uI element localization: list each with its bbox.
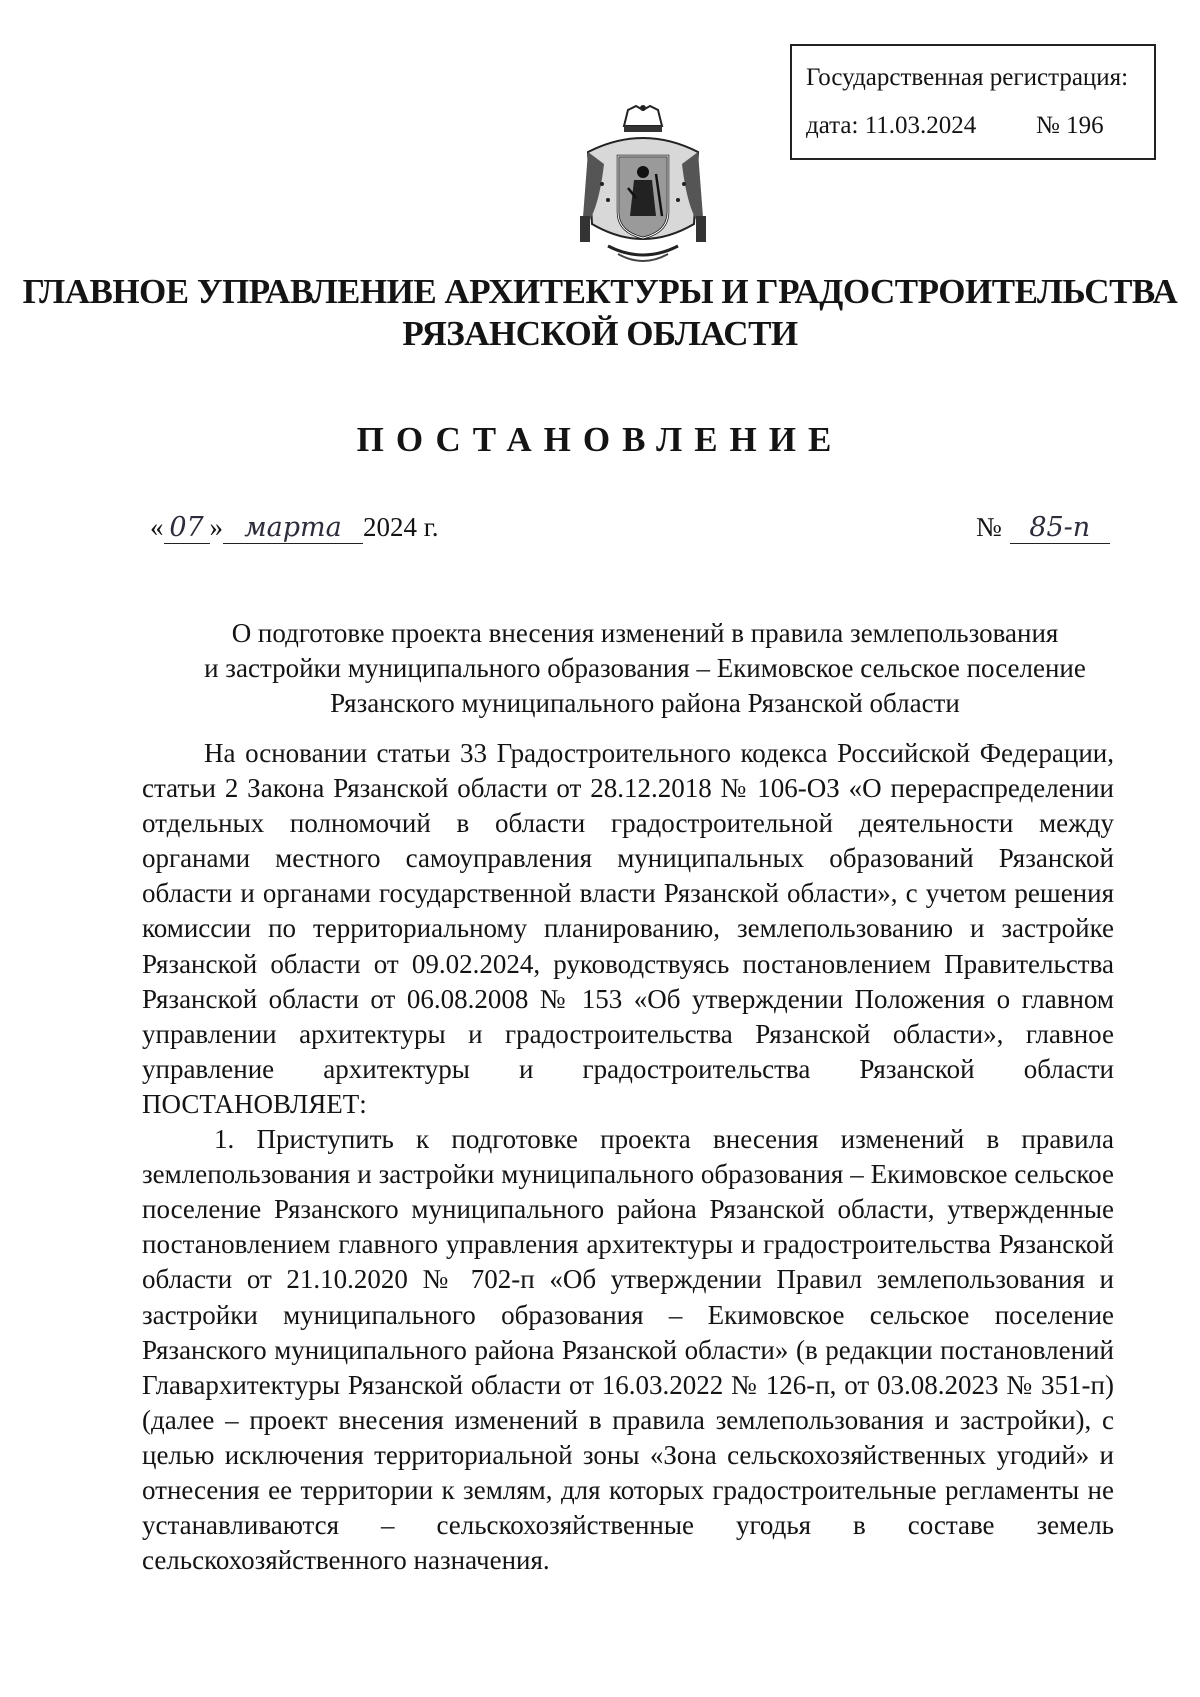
organization-name-line2: РЯЗАНСКОЙ ОБЛАСТИ (402, 314, 798, 353)
registration-number: № 196 (1036, 112, 1104, 139)
preamble-paragraph: На основании статьи 33 Градостроительного кодекса Российской Федерации, статьи 2 Закона Рязанской области от 28.12.2018 № 106-ОЗ «О перераспределении отдельных полномочий в области градостроительной деятельности между органами местного самоуправления муниципальных образований Рязанской области и органами государственной власти Рязанской области», с учетом решения комиссии по территориальному планированию, землепользованию и застройке Рязанской области от 09.02.2024, руководствуясь постановлением Правительства Рязанской области от 06.08.2008 № 153 «Об утверждении Положения о главном управлении архитектуры и градостроительства Рязанской области», главное управление архитектуры и градостроительства Рязанской области ПОСТАНОВЛЯЕТ: (142, 738, 1114, 1119)
document-number (976, 512, 1110, 544)
handwritten-day: 07 (164, 512, 210, 544)
registration-title: Государственная регистрация: (806, 64, 1129, 91)
document-body (142, 736, 1114, 1578)
date-year: 2024 г. (363, 512, 439, 542)
item-1-paragraph: 1. Приступить к подготовке проекта внесения изменений в правила землепользования и застройки муниципального образования – Екимовское сельское поселение Рязанского муниципального района Рязанской области, утвержденные постановлением главного управления архитектуры и градостроительства Рязанской области от 21.10.2020 № 702-п «Об утверждении Правил землепользования и застройки муниципального образования – Екимовское сельское поселение Рязанского муниципального района Рязанской области» (в редакции постановлений Главархитектуры Рязанской области от 16.03.2022 № 126-п, от 03.08.2023 № 351-п) (далее – проект внесения изменений в правила землепользования и застройки), с целью исключения территориальной зоны «Зона сельскохозяйственных угодий» и отнесения ее территории к землям, для которых градостроительные регламенты не устанавливаются – сельскохозяйственные угодья в составе земель сельскохозяйственного назначения. (142, 1124, 1114, 1576)
handwritten-month: марта (223, 512, 363, 544)
organization-name-line1: ГЛАВНОЕ УПРАВЛЕНИЕ АРХИТЕКТУРЫ И ГРАДОСТРОИТЕЛЬСТВА (22, 272, 1178, 311)
document-type-title: ПОСТАНОВЛЕНИЕ (356, 420, 844, 459)
date-close-quote: » (209, 512, 223, 542)
registration-date: дата: 11.03.2024 (806, 112, 977, 139)
document-subject (0, 616, 1200, 721)
handwritten-number: 85-п (1010, 512, 1110, 544)
subject-line1: О подготовке проекта внесения изменений в правила землепользования (231, 618, 1059, 648)
subject-line2: и застройки муниципального образования – Екимовское сельское поселение (204, 653, 1086, 683)
registration-stamp (790, 44, 1156, 160)
ryazan-coat-of-arms-icon (578, 104, 708, 268)
date-open-quote: « (150, 512, 164, 542)
document-date (150, 512, 439, 544)
subject-line3: Рязанского муниципального района Рязанской области (330, 688, 960, 718)
number-label: № (976, 512, 1002, 542)
